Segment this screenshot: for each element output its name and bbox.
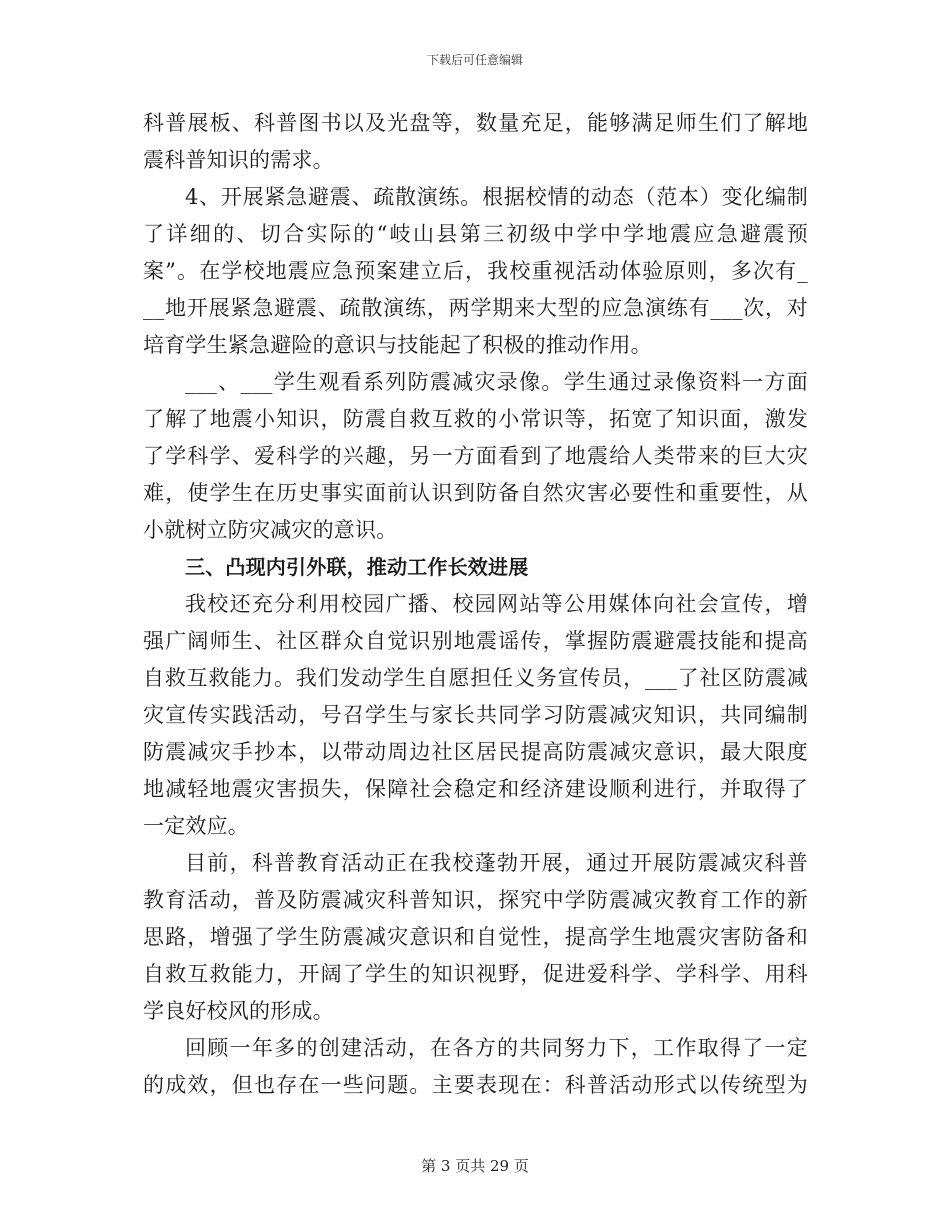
section-heading: 三、凸现内引外联，推动工作长效进展 bbox=[185, 555, 529, 579]
paragraph-line: 回顾一年多的创建活动，在各方的共同努力下，工作取得了一定 bbox=[185, 1036, 808, 1060]
paragraph-line: 难，使学生在历史事实面前认识到防备自然灾害必要性和重要性，从 bbox=[143, 481, 808, 505]
paragraph-line: 灾宣传实践活动，号召学生与家长共同学习防震减灾知识，共同编制 bbox=[143, 703, 808, 727]
paragraph-line: 一定效应。 bbox=[143, 814, 249, 838]
paragraph-line: 了学科学、爱科学的兴趣，另一方面看到了地震给人类带来的巨大灾 bbox=[143, 444, 808, 468]
paragraph-line: 的成效，但也存在一些问题。主要表现在：科普活动形式以传统型为 bbox=[143, 1073, 808, 1097]
paragraph-line: 震科普知识的需求。 bbox=[143, 148, 334, 172]
paragraph-line: 教育活动，普及防震减灾科普知识，探究中学防震减灾教育工作的新 bbox=[143, 888, 808, 912]
paragraph-line: 思路，增强了学生防震减灾意识和自觉性，提高学生地震灾害防备和 bbox=[143, 925, 808, 949]
paragraph-line: __地开展紧急避震、疏散演练，两学期来大型的应急演练有___次，对 bbox=[143, 296, 808, 320]
paragraph-line: 自救互救能力，开阔了学生的知识视野，促进爱科学、学科学、用科 bbox=[143, 962, 808, 986]
paragraph-line: 防震减灾手抄本，以带动周边社区居民提高防震减灾意识，最大限度 bbox=[143, 740, 808, 764]
paragraph-line: 4、开展紧急避震、疏散演练。根据校情的动态（范本）变化编制 bbox=[185, 185, 808, 209]
paragraph-line: 科普展板、科普图书以及光盘等，数量充足，能够满足师生们了解地 bbox=[143, 111, 808, 135]
page-header: 下载后可任意编辑 bbox=[426, 53, 523, 67]
paragraph-line: 强广阔师生、社区群众自觉识别地震谣传，掌握防震避震技能和提高 bbox=[143, 629, 808, 653]
paragraph-line: 地减轻地震灾害损失，保障社会稳定和经济建设顺利进行，并取得了 bbox=[143, 777, 808, 801]
paragraph-line: 自救互救能力。我们发动学生自愿担任义务宣传员，___了社区防震减 bbox=[143, 666, 808, 690]
paragraph-line: 我校还充分利用校园广播、校园网站等公用媒体向社会宣传，增 bbox=[185, 592, 808, 616]
page-footer: 第 3 页共 29 页 bbox=[421, 1157, 529, 1175]
paragraph-line: 学良好校风的形成。 bbox=[143, 999, 334, 1023]
paragraph-line: 了解了地震小知识，防震自救互救的小常识等，拓宽了知识面，激发 bbox=[143, 407, 808, 431]
paragraph-line: 了详细的、切合实际的“岐山县第三初级中学中学地震应急避震预 bbox=[143, 222, 808, 246]
paragraph-line: 小就树立防灾减灾的意识。 bbox=[143, 518, 398, 542]
paragraph-line: 培育学生紧急避险的意识与技能起了积极的推动作用。 bbox=[143, 333, 652, 357]
paragraph-line: 案”。在学校地震应急预案建立后，我校重视活动体验原则，多次有_ bbox=[143, 259, 808, 283]
paragraph-line: 目前，科普教育活动正在我校蓬勃开展，通过开展防震减灾科普 bbox=[185, 851, 808, 875]
paragraph-line: ___、___学生观看系列防震减灾录像。学生通过录像资料一方面 bbox=[185, 370, 808, 394]
document-body bbox=[143, 105, 808, 1104]
